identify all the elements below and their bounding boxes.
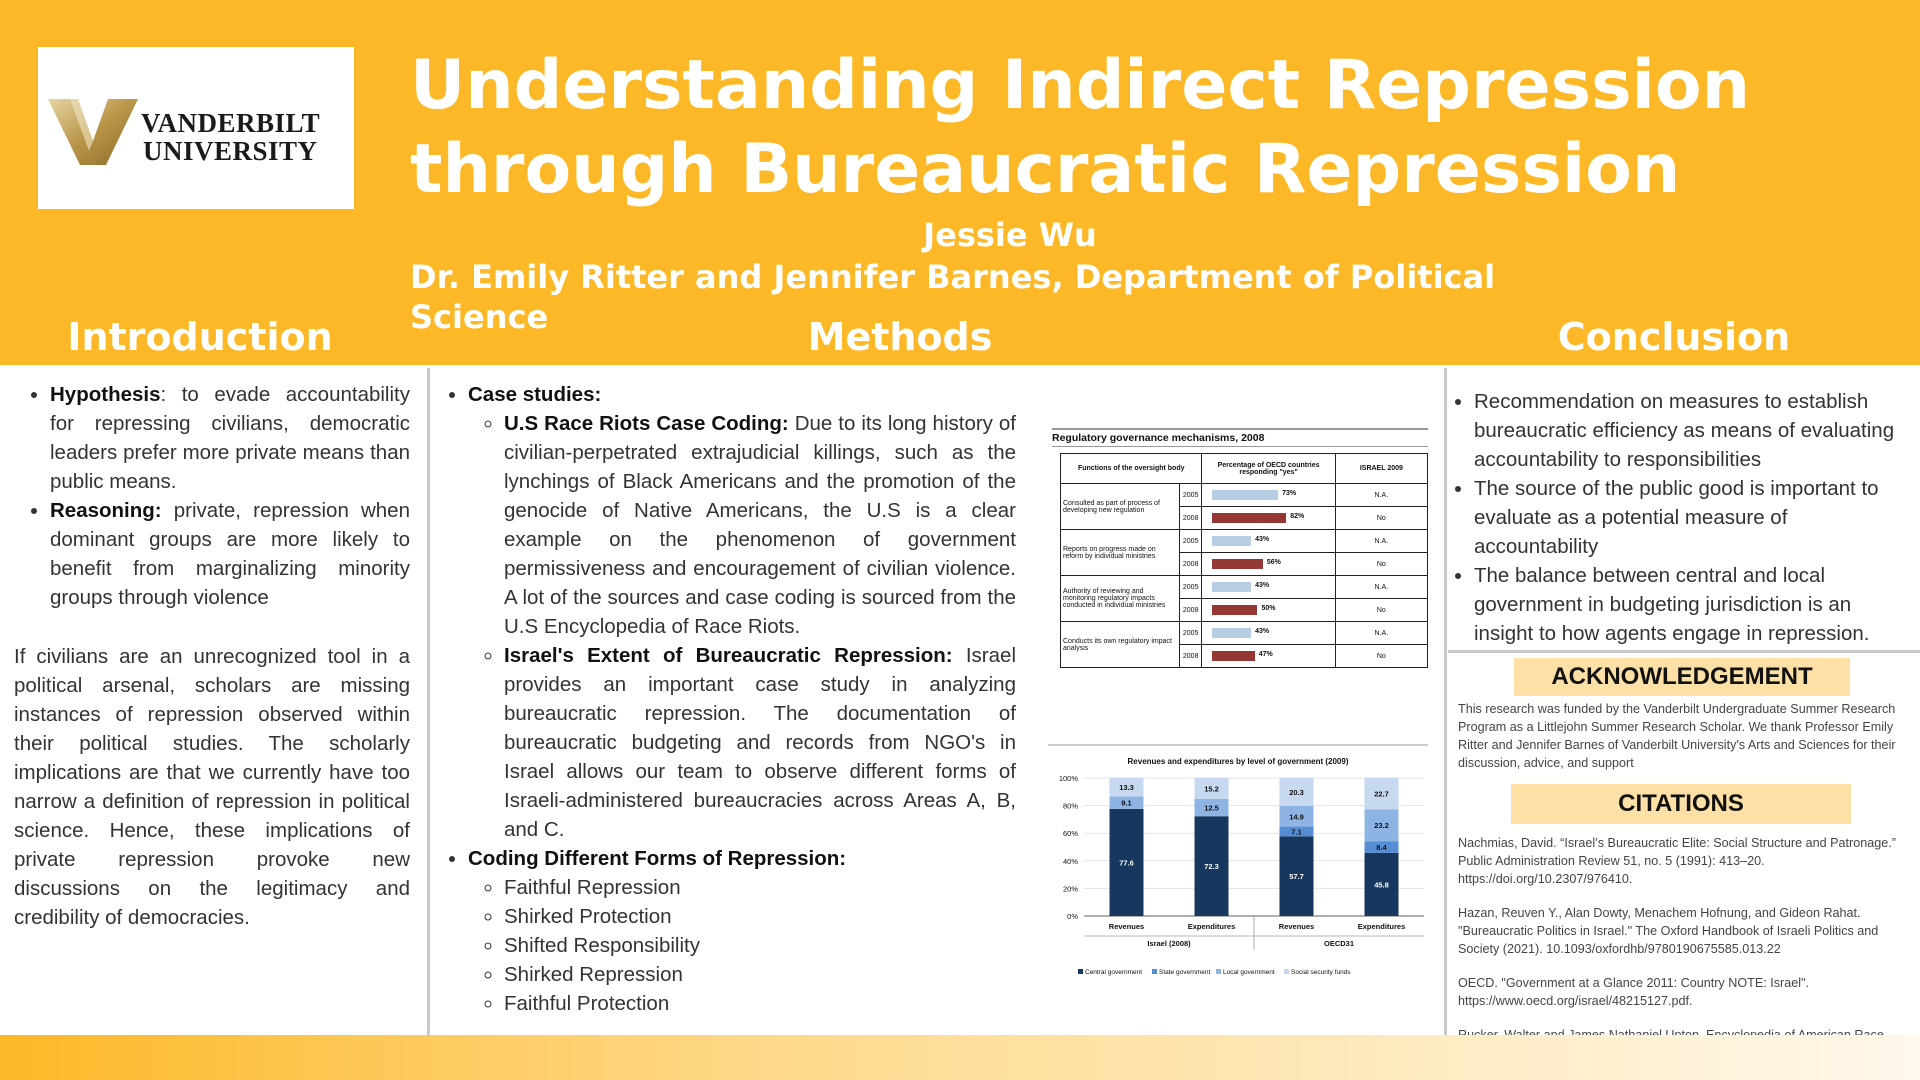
- conclusion-bullet: • The source of the public good is important to evaluate as a potential measure of accountability: [1474, 474, 1914, 561]
- bar-value-label: 20.3: [1289, 788, 1304, 798]
- table-row: [1061, 484, 1428, 507]
- bar-label: 82%: [1290, 513, 1305, 520]
- poster-title: Understanding Indirect Repression through Bureaucratic Repression: [410, 46, 1751, 209]
- bar-cell: [1202, 599, 1335, 622]
- table-header-israel: ISRAEL 2009: [1335, 454, 1427, 484]
- acknowledgement-heading: ACKNOWLEDGEMENT: [1514, 658, 1850, 696]
- legend-label: Local government: [1223, 969, 1275, 976]
- bar-value-label: 7.1: [1291, 827, 1302, 837]
- bar-2008: [1212, 605, 1257, 615]
- conclusion-bullet: • The balance between central and local government in budgeting jurisdiction is an insight to how agents engage in repression.: [1474, 561, 1914, 648]
- case-us-race-riots: [504, 409, 1016, 641]
- israel-cell: N.A.: [1335, 576, 1427, 599]
- reasoning-label: Reasoning:: [50, 499, 162, 522]
- year-cell: 2005: [1179, 530, 1202, 553]
- legend-swatch: [1284, 969, 1289, 974]
- x-category-label: Expenditures: [1187, 922, 1236, 931]
- year-cell: 2008: [1179, 645, 1202, 668]
- function-cell: Consulted as part of process of developing new regulation: [1061, 484, 1180, 530]
- israel-cell: N.A.: [1335, 530, 1427, 553]
- revenues-expenditures-chart: [1048, 743, 1428, 983]
- coding-forms-item: [468, 844, 1012, 1018]
- israel-cell: No: [1335, 507, 1427, 530]
- coding-label: Coding Different Forms of Repression:: [468, 847, 847, 870]
- methods-heading: Methods: [807, 315, 993, 359]
- bar-value-label: 72.3: [1204, 862, 1219, 872]
- x-category-label: Expenditures: [1357, 922, 1406, 931]
- logo-line-2: UNIVERSITY: [143, 136, 318, 166]
- legend-swatch: [1216, 969, 1221, 974]
- bar-label: 43%: [1255, 536, 1270, 543]
- bar-value-label: 13.3: [1119, 783, 1134, 793]
- bar-2008: [1212, 559, 1262, 569]
- legend-label: Social security funds: [1291, 969, 1351, 976]
- legend-label: State government: [1159, 969, 1211, 976]
- israel-cell: N.A.: [1335, 622, 1427, 645]
- case-israel: [504, 641, 1016, 844]
- introduction-paragraph: If civilians are an unrecognized tool in a political arsenal, scholars are missing instances of repression observed within their political studies. The scholarly implications are that we currently have too narrow a definition of repression in political science. Hence, these implications of private repression provoke new discussions on the legitimacy and credibility of democracies.: [14, 645, 410, 929]
- x-category-label: Revenues: [1278, 922, 1315, 931]
- citations-heading: CITATIONS: [1511, 784, 1851, 824]
- chart-title: Revenues and expenditures by level of government (2009): [1127, 757, 1349, 766]
- x-category-label: Revenues: [1108, 922, 1145, 931]
- introduction-heading: Introduction: [67, 315, 333, 359]
- bar-label: 43%: [1255, 582, 1270, 589]
- bar-value-label: 8.4: [1376, 843, 1387, 852]
- case1-text: Due to its long history of civilian-perpetrated extrajudicial killings, such as the lynchings of Black Americans and the promotion of the genocide of Native Americans, the U.S is a clear example on the phenomenon of government permissiveness and encouragement of civilian violence. A lot of the sources and case coding is sourced from the U.S Encyclopedia of Race Riots.: [504, 412, 1016, 638]
- author-name: Jessie Wu: [923, 216, 1097, 254]
- regulatory-table: [1060, 453, 1428, 668]
- bar-2005: [1212, 582, 1251, 592]
- vanderbilt-logo: [38, 47, 354, 209]
- bar-label: 43%: [1255, 628, 1270, 635]
- function-cell: Conducts its own regulatory impact analysis: [1061, 622, 1180, 668]
- bar-value-label: 22.7: [1374, 789, 1389, 799]
- hypothesis-label: Hypothesis: [50, 383, 161, 406]
- v-logo-icon: [48, 99, 138, 165]
- year-cell: 2005: [1179, 484, 1202, 507]
- form-item: ◦ Faithful Repression: [504, 873, 1012, 902]
- bar-value-label: 57.7: [1289, 872, 1304, 882]
- x-group-label: OECD31: [1323, 939, 1355, 948]
- bar-cell: [1202, 576, 1335, 599]
- advisors-line: Dr. Emily Ritter and Jennifer Barnes, Department of Political Science: [410, 258, 1496, 336]
- form-item: ◦ Shirked Repression: [504, 960, 1012, 989]
- bar-cell: [1202, 484, 1335, 507]
- bar-2008: [1212, 651, 1254, 661]
- bar-cell: [1202, 645, 1335, 668]
- logo-wordmark: [141, 109, 320, 165]
- bar-value-label: 45.8: [1374, 880, 1389, 890]
- y-tick-label: 40%: [1062, 856, 1078, 866]
- bar-2008: [1212, 513, 1286, 523]
- bar-2005: [1212, 628, 1251, 638]
- bar-2005: [1212, 490, 1278, 500]
- case2-label: Israel's Extent of Bureaucratic Repression:: [504, 644, 953, 667]
- conclusion-section: [1444, 387, 1914, 648]
- bar-value-label: 15.2: [1204, 784, 1219, 794]
- year-cell: 2005: [1179, 576, 1202, 599]
- citations-list: [1458, 834, 1918, 1062]
- case2-text: Israel provides an important case study in analyzing bureaucratic repression. The documentation of bureaucratic budgeting and records from NGO's in Israel allows our team to observe different forms of Israeli-administered bureaucracies across Areas A, B, and C.: [504, 644, 1016, 841]
- legend-swatch: [1152, 969, 1157, 974]
- citation-item: Hazan, Reuven Y., Alan Dowty, Menachem Hofnung, and Gideon Rahat. "Bureaucratic Politics in Israel." The Oxford Handbook of Israeli Politics and Society (2021). 10.1093/oxfordhb/9780190675585.013.22: [1458, 906, 1879, 956]
- year-cell: 2008: [1179, 507, 1202, 530]
- year-cell: 2008: [1179, 599, 1202, 622]
- introduction-section: [14, 380, 410, 932]
- conclusion-heading: Conclusion: [1557, 315, 1791, 359]
- bar-value-label: 12.5: [1204, 803, 1219, 813]
- bar-label: 56%: [1266, 559, 1281, 566]
- case1-label: U.S Race Riots Case Coding:: [504, 412, 789, 435]
- bar-cell: [1202, 622, 1335, 645]
- bar-2005: [1212, 536, 1251, 546]
- israel-cell: N.A.: [1335, 484, 1427, 507]
- function-cell: Authority of reviewing and monitoring regulatory impacts conducted in individual ministries: [1061, 576, 1180, 622]
- y-tick-label: 80%: [1062, 801, 1078, 811]
- legend-swatch: [1078, 969, 1083, 974]
- citation-item: OECD. "Government at a Glance 2011: Country NOTE: Israel". https://www.oecd.org/israel/48215127.pdf.: [1458, 976, 1809, 1008]
- bar-label: 73%: [1282, 490, 1297, 497]
- israel-cell: No: [1335, 553, 1427, 576]
- hypothesis-text: : to evade accountability for repressing civilians, democratic leaders prefer more private means than public means.: [50, 383, 410, 493]
- israel-cell: No: [1335, 599, 1427, 622]
- conclusion-divider: [1448, 650, 1920, 653]
- y-tick-label: 20%: [1062, 884, 1078, 894]
- bar-label: 47%: [1258, 651, 1273, 658]
- form-item: ◦ Faithful Protection: [504, 989, 1012, 1018]
- form-item: ◦ Shifted Responsibility: [504, 931, 1012, 960]
- bar-value-label: 14.9: [1289, 812, 1304, 822]
- acknowledgement-text: This research was funded by the Vanderbilt Undergraduate Summer Research Program as a Littlejohn Summer Research Scholar. We thank Professor Emily Ritter and Jennifer Barnes of Vanderbilt University's Arts and Sciences for their discussion, advice, and support: [1458, 702, 1896, 770]
- table-row: [1061, 576, 1428, 599]
- form-item: ◦ Shirked Protection: [504, 902, 1012, 931]
- citation-item: Nachmias, David. “Israel’s Bureaucratic Elite: Social Structure and Patronage.” Public Administration Review 51, no. 5 (1991): 413–20. https://doi.org/10.2307/976410.: [1458, 836, 1896, 886]
- bar-cell: [1202, 553, 1335, 576]
- function-cell: Reports on progress made on reform by individual ministries: [1061, 530, 1180, 576]
- table-row: [1061, 622, 1428, 645]
- methods-section: [432, 380, 1016, 1018]
- bar-label: 50%: [1261, 605, 1276, 612]
- table-header-percentage: Percentage of OECD countries responding "yes": [1202, 454, 1335, 484]
- bar-cell: [1202, 507, 1335, 530]
- table-header-functions: Functions of the oversight body: [1061, 454, 1202, 484]
- bar-value-label: 9.1: [1121, 798, 1132, 808]
- footer-gradient-bar: [0, 1035, 1920, 1080]
- y-tick-label: 100%: [1058, 774, 1078, 783]
- bar-value-label: 77.6: [1119, 858, 1134, 868]
- year-cell: 2005: [1179, 622, 1202, 645]
- conclusion-bullet: • Recommendation on measures to establish bureaucratic efficiency as means of evaluating accountability to responsibilities: [1474, 387, 1914, 474]
- case-studies-label: Case studies:: [468, 383, 602, 406]
- regulatory-governance-figure: [1052, 428, 1428, 674]
- y-tick-label: 60%: [1062, 829, 1078, 839]
- year-cell: 2008: [1179, 553, 1202, 576]
- logo-line-1: VANDERBILT: [141, 108, 321, 138]
- bar-value-label: 23.2: [1374, 821, 1389, 831]
- table-row: [1061, 530, 1428, 553]
- x-group-label: Israel (2008): [1147, 939, 1191, 948]
- divider-left: [427, 368, 430, 1038]
- israel-cell: No: [1335, 645, 1427, 668]
- y-tick-label: 0%: [1067, 912, 1078, 921]
- reasoning-bullet: [50, 496, 410, 612]
- reasoning-text: private, repression when dominant groups are more likely to benefit from marginalizing minority groups through violence: [50, 499, 410, 609]
- bar-cell: [1202, 530, 1335, 553]
- legend-label: Central government: [1085, 969, 1143, 976]
- figure-table-title: Regulatory governance mechanisms, 2008: [1052, 428, 1428, 447]
- hypothesis-bullet: [50, 380, 410, 496]
- case-studies-item: [468, 380, 1016, 844]
